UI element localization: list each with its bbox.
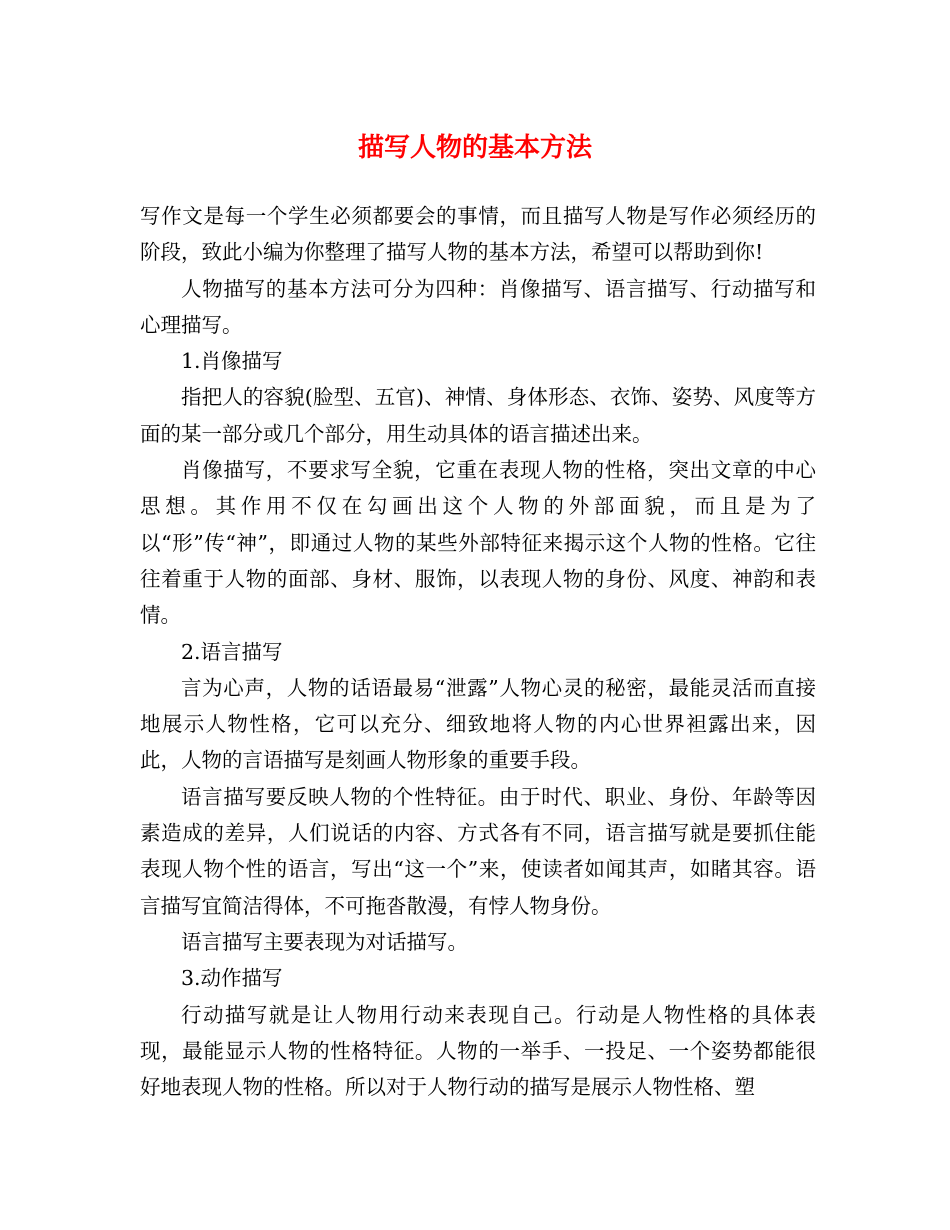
paragraph-language-character: 语言描写要反映人物的个性特征。由于时代、职业、身份、年龄等因素造成的差异，人们说话的内容、方式各有不同，语言描写就是要抓住能表现人物个性的语言，写出“这一个”来，使读者如闻其声，如睹其容。语言描写宜简洁得体，不可拖沓散漫，有悖人物身份。	[140, 784, 816, 918]
paragraph-portrait-definition: 指把人的容貌(脸型、五官)、神情、身体形态、衣饰、姿势、风度等方面的某一部分或几个部分，用生动具体的语言描述出来。	[140, 385, 816, 446]
paragraph-language-importance: 言为心声，人物的话语最易“泄露”人物心灵的秘密，最能灵活而直接地展示人物性格，它可以充分、细致地将人物的内心世界袒露出来，因此，人物的言语描写是刻画人物形象的重要手段。	[140, 675, 816, 773]
paragraph-portrait-purpose: 肖像描写，不要求写全貌，它重在表现人物的性格，突出文章的中心思想。其作用不仅在勾画出这个人物的外部面貌，而且是为了以“形”传“神”，即通过人物的某些外部特征来揭示这个人物的性格。它往往着重于人物的面部、身材、服饰，以表现人物的身份、风度、神韵和表情。	[140, 458, 816, 628]
section-heading-language: 2.语言描写	[181, 639, 283, 664]
paragraph-overview: 人物描写的基本方法可分为四种：肖像描写、语言描写、行动描写和心理描写。	[140, 276, 816, 337]
section-heading-portrait: 1.肖像描写	[181, 349, 283, 374]
paragraph-action-description: 行动描写就是让人物用行动来表现自己。行动是人物性格的具体表现，最能显示人物的性格特征。人物的一举手、一投足、一个姿势都能很好地表现人物的性格。所以对于人物行动的描写是展示人物性格、塑	[140, 1002, 816, 1100]
paragraph-intro: 写作文是每一个学生必须都要会的事情，而且描写人物是写作必须经历的阶段，致此小编为你整理了描写人物的基本方法，希望可以帮助到你!	[140, 204, 816, 265]
document-body	[140, 198, 816, 1105]
document-title: 描写人物的基本方法	[357, 133, 592, 163]
paragraph-language-dialogue: 语言描写主要表现为对话描写。	[181, 929, 468, 954]
section-heading-action: 3.动作描写	[181, 966, 283, 991]
